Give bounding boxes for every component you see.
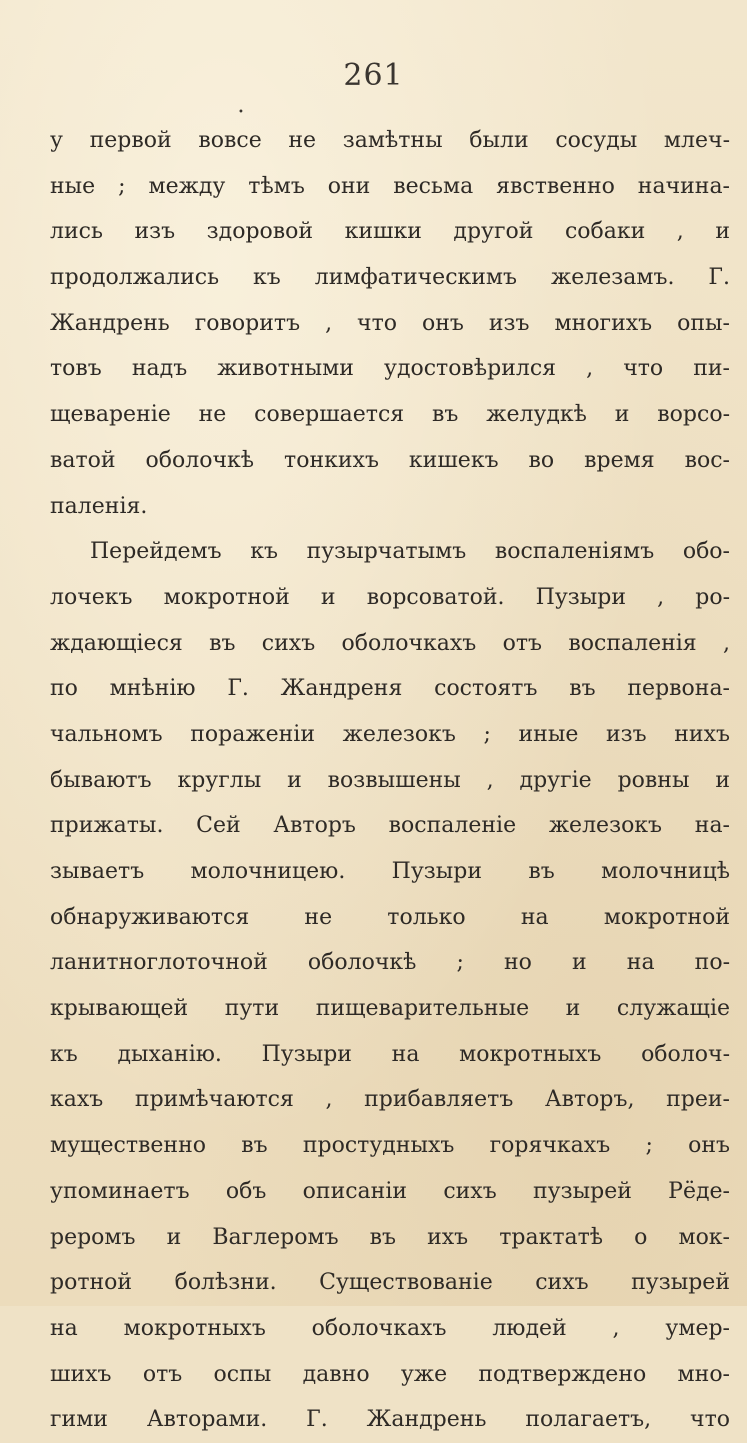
text-line: товъ надъ животными удостовѣрился , что пи- <box>50 356 730 382</box>
text-line: щевареніе не совершается въ желудкѣ и ворсо- <box>50 402 730 428</box>
text-line: зываетъ молочницею. Пузыри въ молочницѣ <box>50 859 730 884</box>
text-line: ватой оболочкѣ тонкихъ кишекъ во время вос- <box>50 447 730 473</box>
text-line: лочекъ мокротной и ворсоватой. Пузыри , ро- <box>50 584 730 610</box>
text-line: ные ; между тѣмъ они весьма явственно начина- <box>50 173 730 199</box>
text-line: Перейдемъ къ пузырчатымъ воспаленіямъ обо- <box>90 539 730 565</box>
text-line: мущественно въ простудныхъ горячкахъ ; онъ <box>50 1133 730 1159</box>
text-line: реромъ и Ваглеромъ въ ихъ трактатѣ о мок- <box>50 1224 730 1250</box>
text-line: ланитноглоточной оболочкѣ ; но и на по- <box>50 950 730 976</box>
text-line: по мнѣнію Г. Жандреня состоятъ въ первона- <box>50 676 730 702</box>
text-line: бываютъ круглы и возвышены , другіе ровны и <box>50 767 730 793</box>
printer-mark: • <box>238 107 244 118</box>
text-line: паленія. <box>50 493 148 519</box>
text-line: обнаруживаются не только на мокротной <box>50 904 730 930</box>
page-number: 261 <box>343 58 404 93</box>
text-line: упоминаетъ объ описаніи сихъ пузырей Рёде- <box>50 1178 730 1204</box>
text-line: крывающей пути пищеварительные и служащіе <box>50 996 730 1022</box>
text-line: лись изъ здоровой кишки другой собаки , и <box>50 219 730 245</box>
text-line: гими Авторами. Г. Жандрень полагаетъ, что <box>50 1407 730 1433</box>
text-line: кахъ примѣчаются , прибавляетъ Авторъ, преи- <box>50 1087 730 1113</box>
text-line: продолжались къ лимфатическимъ железамъ. Г. <box>50 265 730 291</box>
text-line: у первой вовсе не замѣтны были сосуды млеч- <box>50 128 730 153</box>
text-line: чальномъ пораженіи железокъ ; иные изъ нихъ <box>50 721 730 747</box>
body-text <box>50 118 730 1443</box>
text-line: ждающіеся въ сихъ оболочкахъ отъ воспаленія , <box>50 630 730 656</box>
text-line: къ дыханію. Пузыри на мокротныхъ оболоч- <box>50 1041 730 1067</box>
text-line: прижаты. Сей Авторъ воспаленіе железокъ на- <box>50 813 730 839</box>
text-line: на мокротныхъ оболочкахъ людей , умер- <box>50 1315 730 1341</box>
text-line: Жандрень говоритъ , что онъ изъ многихъ опы- <box>50 310 730 336</box>
text-line: шихъ отъ оспы давно уже подтверждено мно- <box>50 1361 730 1387</box>
text-line: ротной болѣзни. Существованіе сихъ пузырей <box>50 1270 730 1296</box>
